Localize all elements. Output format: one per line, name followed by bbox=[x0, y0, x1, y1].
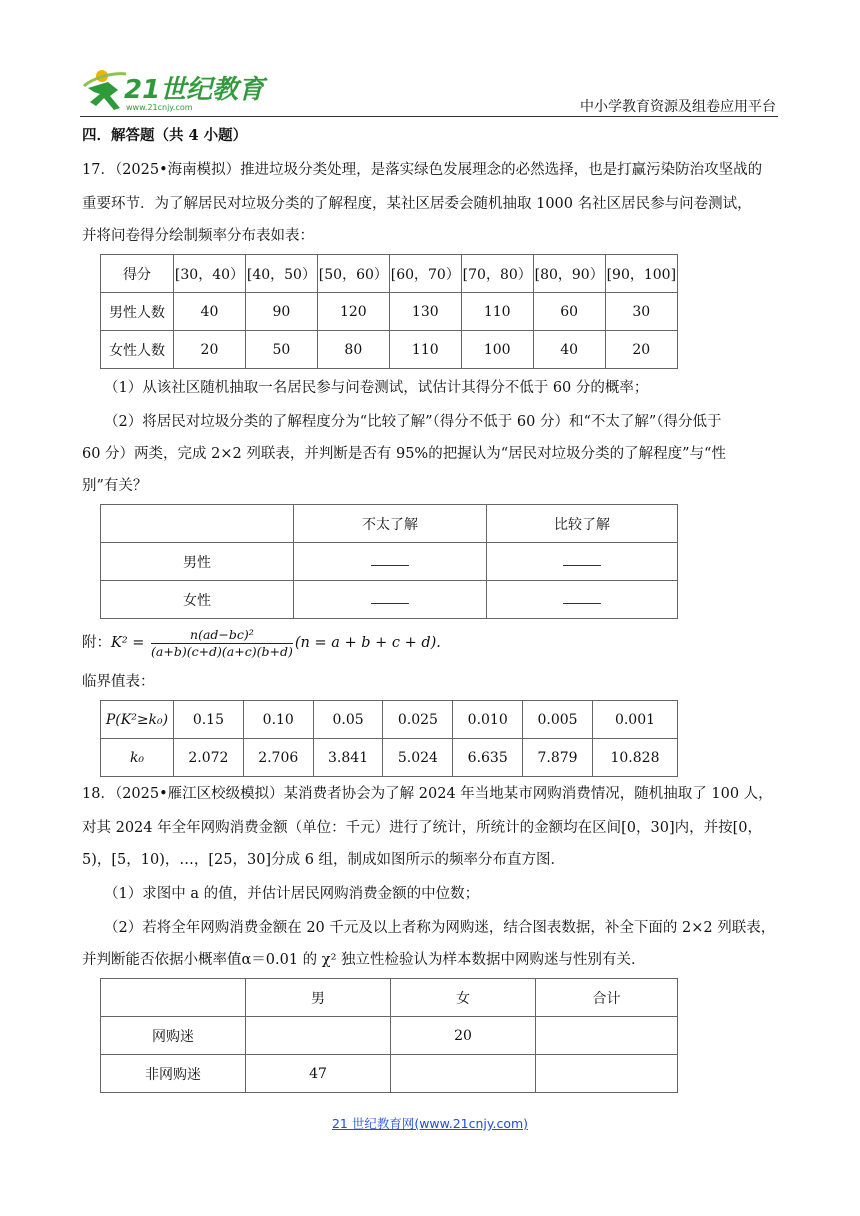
logo-subtext: www.21cnjy.com bbox=[126, 103, 193, 112]
table-row bbox=[101, 1055, 678, 1093]
table-cell: 120 bbox=[317, 293, 389, 331]
table-cell: 0.10 bbox=[243, 701, 313, 739]
table-cell: 40 bbox=[174, 293, 246, 331]
table-cell: k₀ bbox=[101, 739, 174, 777]
table-cell: 女性人数 bbox=[101, 331, 174, 369]
table-cell: 10.828 bbox=[592, 739, 677, 777]
table-cell: 110 bbox=[389, 331, 461, 369]
site-logo bbox=[80, 66, 265, 114]
q18-part2-line-1: （2）若将全年网购消费金额在 20 千元及以上者称为网购迷，结合图表数据，补全下面的 2×2 列联表， bbox=[104, 920, 776, 936]
contingency-table-17 bbox=[100, 504, 678, 619]
table-cell: 30 bbox=[605, 293, 677, 331]
contingency-table-18 bbox=[100, 978, 678, 1093]
answer-blank[interactable] bbox=[487, 581, 678, 619]
table-row bbox=[101, 979, 678, 1017]
table-row bbox=[101, 543, 678, 581]
table-cell: 40 bbox=[533, 331, 605, 369]
table-cell: [40，50） bbox=[245, 255, 317, 293]
table-cell bbox=[536, 1055, 678, 1093]
q18-part2-line-2: 并判断能否依据小概率值α＝0.01 的 χ² 独立性检验认为样本数据中网购迷与性别有关． bbox=[82, 952, 646, 968]
header-divider bbox=[80, 116, 778, 117]
table-cell bbox=[101, 979, 246, 1017]
answer-blank[interactable] bbox=[294, 543, 487, 581]
table-cell: 110 bbox=[461, 293, 533, 331]
q18-line-2: 对其 2024 年全年网购消费金额（单位：千元）进行了统计，所统计的金额均在区间[0，30]内，并按[0， bbox=[82, 820, 762, 836]
table-cell: 20 bbox=[391, 1017, 536, 1055]
q17-line-1: 17．（2025•海南模拟）推进垃圾分类处理，是落实绿色发展理念的必然选择，也是打赢污染防治攻坚战的 bbox=[82, 162, 763, 178]
formula-line bbox=[82, 626, 441, 660]
table-cell: 网购迷 bbox=[101, 1017, 246, 1055]
table-cell: 60 bbox=[533, 293, 605, 331]
table-cell: 不太了解 bbox=[294, 505, 487, 543]
table-row bbox=[101, 255, 678, 293]
q17-part2-line-1: （2）将居民对垃圾分类的了解程度分为“比较了解”（得分不低于 60 分）和“不太了解”（得分低于 bbox=[104, 414, 722, 430]
table-cell: 5.024 bbox=[383, 739, 453, 777]
table-cell: 0.001 bbox=[592, 701, 677, 739]
q17-part2-line-2: 60 分）两类，完成 2×2 列联表，并判断是否有 95%的把握认为“居民对垃圾分类的了解程度”与“性 bbox=[82, 446, 726, 462]
table-row bbox=[101, 739, 678, 777]
table-cell: 比较了解 bbox=[487, 505, 678, 543]
table-cell: 女性 bbox=[101, 581, 294, 619]
table-cell: 男性 bbox=[101, 543, 294, 581]
table-cell: 男性人数 bbox=[101, 293, 174, 331]
table-row bbox=[101, 581, 678, 619]
formula-prefix: 附： bbox=[82, 635, 111, 651]
answer-blank[interactable] bbox=[487, 543, 678, 581]
q17-line-2: 重要环节．为了解居民对垃圾分类的了解程度，某社区居委会随机抽取 1000 名社区居民参与问卷测试， bbox=[82, 196, 752, 212]
table-cell: 90 bbox=[245, 293, 317, 331]
formula-fraction bbox=[151, 627, 293, 660]
table-cell bbox=[391, 1055, 536, 1093]
table-cell: [80，90） bbox=[533, 255, 605, 293]
section-title: 四．解答题（共 4 小题） bbox=[82, 127, 248, 144]
table-cell: [90，100] bbox=[605, 255, 677, 293]
table-cell: 0.010 bbox=[453, 701, 523, 739]
formula-tail: (n = a + b + c + d). bbox=[294, 635, 441, 651]
table-cell bbox=[101, 505, 294, 543]
q17-line-3: 并将问卷得分绘制频率分布表如表： bbox=[82, 228, 314, 244]
table-cell: 6.635 bbox=[453, 739, 523, 777]
logo-text: 21世纪教育 bbox=[124, 75, 265, 105]
platform-title: 中小学教育资源及组卷应用平台 bbox=[580, 99, 776, 115]
table-row bbox=[101, 701, 678, 739]
table-row bbox=[101, 331, 678, 369]
answer-blank[interactable] bbox=[294, 581, 487, 619]
table-row bbox=[101, 1017, 678, 1055]
table-cell: 2.072 bbox=[174, 739, 244, 777]
q18-line-1: 18．（2025•雁江区校级模拟）某消费者协会为了解 2024 年当地某市网购消费情况，随机抽取了 100 人， bbox=[82, 786, 773, 802]
table-cell: [70，80） bbox=[461, 255, 533, 293]
q17-part1: （1）从该社区随机抽取一名居民参与问卷测试，试估计其得分不低于 60 分的概率； bbox=[104, 380, 649, 396]
table-cell: [50，60） bbox=[317, 255, 389, 293]
table-cell: 男 bbox=[246, 979, 391, 1017]
table-cell: 50 bbox=[245, 331, 317, 369]
footer-link[interactable]: 21 世纪教育网(www.21cnjy.com) bbox=[331, 1116, 529, 1131]
table-cell bbox=[536, 1017, 678, 1055]
table-row bbox=[101, 505, 678, 543]
table-cell: 0.025 bbox=[383, 701, 453, 739]
table-cell: 47 bbox=[246, 1055, 391, 1093]
table-cell bbox=[246, 1017, 391, 1055]
critical-value-table bbox=[100, 700, 678, 777]
table-cell: [30，40） bbox=[174, 255, 246, 293]
formula-lhs: K² = bbox=[111, 635, 150, 651]
q17-part2-line-3: 别”有关？ bbox=[82, 478, 148, 494]
table-cell: 0.005 bbox=[523, 701, 593, 739]
table-cell: 2.706 bbox=[243, 739, 313, 777]
table-cell: [60，70） bbox=[389, 255, 461, 293]
table-cell: 80 bbox=[317, 331, 389, 369]
table-cell: 合计 bbox=[536, 979, 678, 1017]
table-row bbox=[101, 293, 678, 331]
formula-numerator: n(ad−bc)² bbox=[151, 627, 293, 644]
q18-line-3: 5)，[5，10)，…，[25，30]分成 6 组，制成如图所示的频率分布直方图． bbox=[82, 852, 566, 868]
table-cell: P(K²≥k₀) bbox=[101, 701, 174, 739]
table-cell: 得分 bbox=[101, 255, 174, 293]
table-cell: 非网购迷 bbox=[101, 1055, 246, 1093]
frequency-table bbox=[100, 254, 678, 369]
table-cell: 女 bbox=[391, 979, 536, 1017]
table-cell: 100 bbox=[461, 331, 533, 369]
runner-logo-icon bbox=[80, 66, 265, 114]
table-cell: 20 bbox=[174, 331, 246, 369]
q18-part1: （1）求图中 a 的值，并估计居民网购消费金额的中位数； bbox=[104, 886, 480, 902]
table-cell: 130 bbox=[389, 293, 461, 331]
formula-denominator: (a+b)(c+d)(a+c)(b+d) bbox=[151, 643, 293, 659]
table-cell: 7.879 bbox=[523, 739, 593, 777]
table-cell: 20 bbox=[605, 331, 677, 369]
table-cell: 0.15 bbox=[174, 701, 244, 739]
table-cell: 0.05 bbox=[313, 701, 383, 739]
table-cell: 3.841 bbox=[313, 739, 383, 777]
critical-label: 临界值表： bbox=[82, 674, 155, 690]
